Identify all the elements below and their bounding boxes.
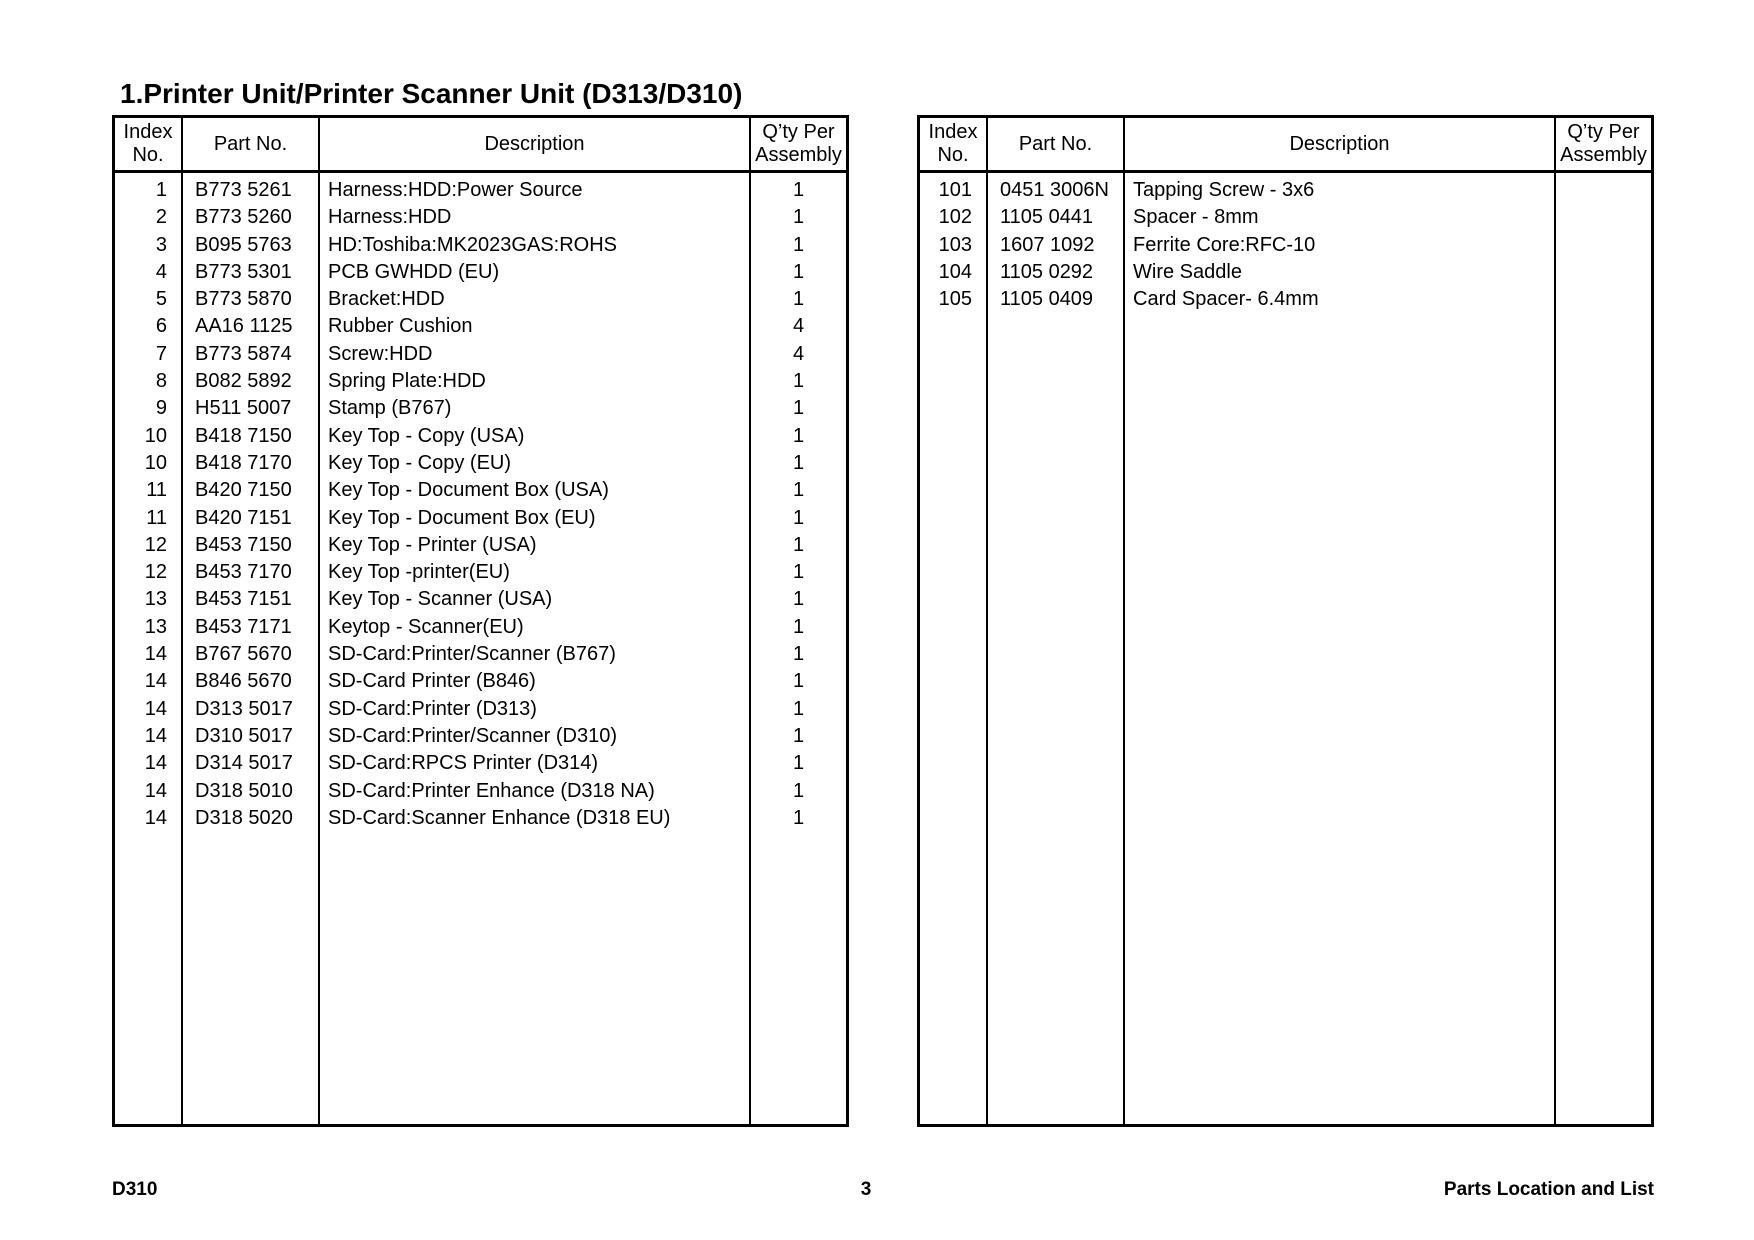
index-no-cell: 14 <box>144 779 167 802</box>
part-no-cell: B420 7151 <box>195 506 292 529</box>
table-row <box>115 313 846 340</box>
index-no-cell: 2 <box>155 206 167 229</box>
qty-cell: 1 <box>792 561 805 584</box>
part-no-cell: B418 7150 <box>195 424 292 447</box>
index-no-cell: 13 <box>144 588 167 611</box>
part-no-cell: D318 5020 <box>195 806 293 829</box>
part-no-cell: B767 5670 <box>195 643 292 666</box>
table-row <box>115 641 846 668</box>
qty-cell: 1 <box>792 779 805 802</box>
description-cell: Key Top - Scanner (USA) <box>328 588 553 611</box>
part-no-cell: B453 7150 <box>195 533 292 556</box>
description-cell: Key Top - Document Box (USA) <box>328 479 609 502</box>
description-cell: Key Top - Copy (EU) <box>328 451 512 474</box>
description-cell: Keytop - Scanner(EU) <box>328 615 524 638</box>
description-cell: Ferrite Core:RFC-10 <box>1133 233 1316 256</box>
table-row <box>115 368 846 395</box>
part-no-cell: B773 5874 <box>195 342 292 365</box>
description-cell: Screw:HDD <box>328 342 433 365</box>
description-cell: SD-Card:RPCS Printer (D314) <box>328 752 599 775</box>
index-no-cell: 12 <box>144 561 167 584</box>
qty-cell: 1 <box>792 206 805 229</box>
header-part-no: Part No. <box>1018 132 1093 155</box>
table-row <box>115 477 846 504</box>
part-no-cell: 1607 1092 <box>1000 233 1095 256</box>
table-row <box>115 177 846 204</box>
qty-cell <box>1556 204 1651 231</box>
description-cell: SD-Card:Printer/Scanner (D310) <box>328 724 617 747</box>
table-row <box>115 532 846 559</box>
qty-cell: 1 <box>792 643 805 666</box>
parts-list-left <box>115 177 846 832</box>
table-row <box>920 286 1651 313</box>
qty-cell: 1 <box>792 424 805 447</box>
index-no-cell: 4 <box>155 260 167 283</box>
parts-list-right <box>920 177 1651 313</box>
part-no-cell: 1105 0292 <box>1000 260 1094 283</box>
part-no-cell: B846 5670 <box>195 670 292 693</box>
description-cell: Harness:HDD:Power Source <box>328 179 583 201</box>
description-cell: Key Top - Printer (USA) <box>328 533 537 556</box>
qty-cell: 1 <box>792 479 805 502</box>
qty-cell: 4 <box>792 315 805 338</box>
header-divider <box>115 170 846 173</box>
index-no-cell: 9 <box>155 397 167 420</box>
index-no-cell: 102 <box>938 206 972 229</box>
table-row <box>115 614 846 641</box>
qty-cell: 1 <box>792 370 805 393</box>
qty-cell <box>1556 177 1651 204</box>
header-index-no: Index No. <box>928 121 978 166</box>
table-row <box>115 805 846 832</box>
footer-section-title: Parts Location and List <box>1443 1179 1654 1200</box>
part-no-cell: B773 5301 <box>195 260 292 283</box>
description-cell: HD:Toshiba:MK2023GAS:ROHS <box>328 233 618 256</box>
table-row <box>115 204 846 231</box>
description-cell: Key Top -printer(EU) <box>328 561 510 584</box>
part-no-cell: D318 5010 <box>195 779 293 802</box>
part-no-cell: B420 7150 <box>195 479 292 502</box>
description-cell: Tapping Screw - 3x6 <box>1133 179 1315 201</box>
index-no-cell: 103 <box>938 233 972 256</box>
description-cell: Card Spacer- 6.4mm <box>1133 288 1319 311</box>
part-no-cell: B418 7170 <box>195 451 292 474</box>
index-no-cell: 10 <box>144 424 167 447</box>
table-row <box>920 177 1651 204</box>
qty-cell: 1 <box>792 179 805 201</box>
page-title: 1.Printer Unit/Printer Scanner Unit (D313/D310) <box>120 78 743 109</box>
qty-cell: 1 <box>792 724 805 747</box>
description-cell: SD-Card:Scanner Enhance (D318 EU) <box>328 806 671 829</box>
table-row <box>115 286 846 313</box>
qty-cell: 1 <box>792 588 805 611</box>
qty-cell: 1 <box>792 697 805 720</box>
description-cell: Harness:HDD <box>328 206 452 229</box>
part-no-cell: D314 5017 <box>195 752 293 775</box>
qty-cell: 1 <box>792 233 805 256</box>
description-cell: SD-Card:Printer (D313) <box>328 697 537 720</box>
qty-cell: 4 <box>792 342 805 365</box>
description-cell: SD-Card Printer (B846) <box>328 670 536 693</box>
table-row <box>920 259 1651 286</box>
index-no-cell: 10 <box>144 451 167 474</box>
table-row <box>115 395 846 422</box>
index-no-cell: 14 <box>144 806 167 829</box>
part-no-cell: B773 5261 <box>195 179 292 201</box>
table-row <box>115 778 846 805</box>
qty-cell: 1 <box>792 533 805 556</box>
index-no-cell: 8 <box>155 370 167 393</box>
part-no-cell: B082 5892 <box>195 370 292 393</box>
index-no-cell: 13 <box>144 615 167 638</box>
description-cell: Spring Plate:HDD <box>328 370 486 393</box>
description-cell: Bracket:HDD <box>328 288 445 311</box>
table-row <box>115 232 846 259</box>
table-row <box>115 723 846 750</box>
qty-cell <box>1556 259 1651 286</box>
description-cell: SD-Card:Printer Enhance (D318 NA) <box>328 779 655 802</box>
description-cell: PCB GWHDD (EU) <box>328 260 500 283</box>
table-row <box>115 668 846 695</box>
table-row <box>115 450 846 477</box>
index-no-cell: 14 <box>144 643 167 666</box>
part-no-cell: 1105 0409 <box>1000 288 1094 311</box>
index-no-cell: 1 <box>155 179 167 201</box>
description-cell: Stamp (B767) <box>328 397 452 420</box>
header-index-no: Index No. <box>123 121 173 166</box>
table-row <box>920 232 1651 259</box>
qty-cell: 1 <box>792 288 805 311</box>
index-no-cell: 101 <box>938 179 972 201</box>
index-no-cell: 14 <box>144 752 167 775</box>
table-row <box>115 259 846 286</box>
part-no-cell: H511 5007 <box>195 397 292 420</box>
qty-cell: 1 <box>792 670 805 693</box>
part-no-cell: B453 7171 <box>195 615 292 638</box>
index-no-cell: 5 <box>155 288 167 311</box>
index-no-cell: 6 <box>155 315 167 338</box>
description-cell: Spacer - 8mm <box>1133 206 1259 229</box>
qty-cell: 1 <box>792 451 805 474</box>
part-no-cell: D313 5017 <box>195 697 293 720</box>
index-no-cell: 104 <box>938 260 972 283</box>
header-part-no: Part No. <box>213 132 288 155</box>
qty-cell: 1 <box>792 752 805 775</box>
table-row <box>115 559 846 586</box>
description-cell: Key Top - Copy (USA) <box>328 424 525 447</box>
header-qty-per-assembly: Q’ty Per Assembly <box>1560 121 1647 166</box>
index-no-cell: 7 <box>155 342 167 365</box>
part-no-cell: D310 5017 <box>195 724 293 747</box>
index-no-cell: 105 <box>938 288 972 311</box>
qty-cell: 1 <box>792 615 805 638</box>
table-row <box>115 696 846 723</box>
table-row <box>920 204 1651 231</box>
index-no-cell: 11 <box>146 506 167 529</box>
index-no-cell: 3 <box>155 233 167 256</box>
description-cell: Rubber Cushion <box>328 315 473 338</box>
index-no-cell: 12 <box>144 533 167 556</box>
part-no-cell: AA16 1125 <box>195 315 293 338</box>
table-row <box>115 586 846 613</box>
index-no-cell: 14 <box>144 697 167 720</box>
qty-cell <box>1556 286 1651 313</box>
index-no-cell: 14 <box>144 724 167 747</box>
qty-cell: 1 <box>792 506 805 529</box>
part-no-cell: B773 5870 <box>195 288 292 311</box>
description-cell: Key Top - Document Box (EU) <box>328 506 596 529</box>
qty-cell: 1 <box>792 806 805 829</box>
qty-cell: 1 <box>792 260 805 283</box>
header-divider <box>920 170 1651 173</box>
part-no-cell: B453 7151 <box>195 588 292 611</box>
header-qty-per-assembly: Q’ty Per Assembly <box>755 121 842 166</box>
footer-model: D310 <box>112 1179 158 1200</box>
table-row <box>115 750 846 777</box>
part-no-cell: B773 5260 <box>195 206 292 229</box>
part-no-cell: 0451 3006N <box>1000 179 1109 201</box>
part-no-cell: B453 7170 <box>195 561 292 584</box>
part-no-cell: 1105 0441 <box>1000 206 1094 229</box>
header-description: Description <box>1289 132 1390 155</box>
footer-page-number: 3 <box>860 1179 872 1200</box>
parts-table-left <box>112 115 849 1127</box>
description-cell: Wire Saddle <box>1133 260 1242 283</box>
part-no-cell: B095 5763 <box>195 233 292 256</box>
parts-table-right <box>917 115 1654 1127</box>
table-row <box>115 423 846 450</box>
header-description: Description <box>484 132 585 155</box>
table-row <box>115 505 846 532</box>
qty-cell: 1 <box>792 397 805 420</box>
qty-cell <box>1556 232 1651 259</box>
index-no-cell: 14 <box>144 670 167 693</box>
table-row <box>115 341 846 368</box>
index-no-cell: 11 <box>146 479 167 502</box>
description-cell: SD-Card:Printer/Scanner (B767) <box>328 643 616 666</box>
